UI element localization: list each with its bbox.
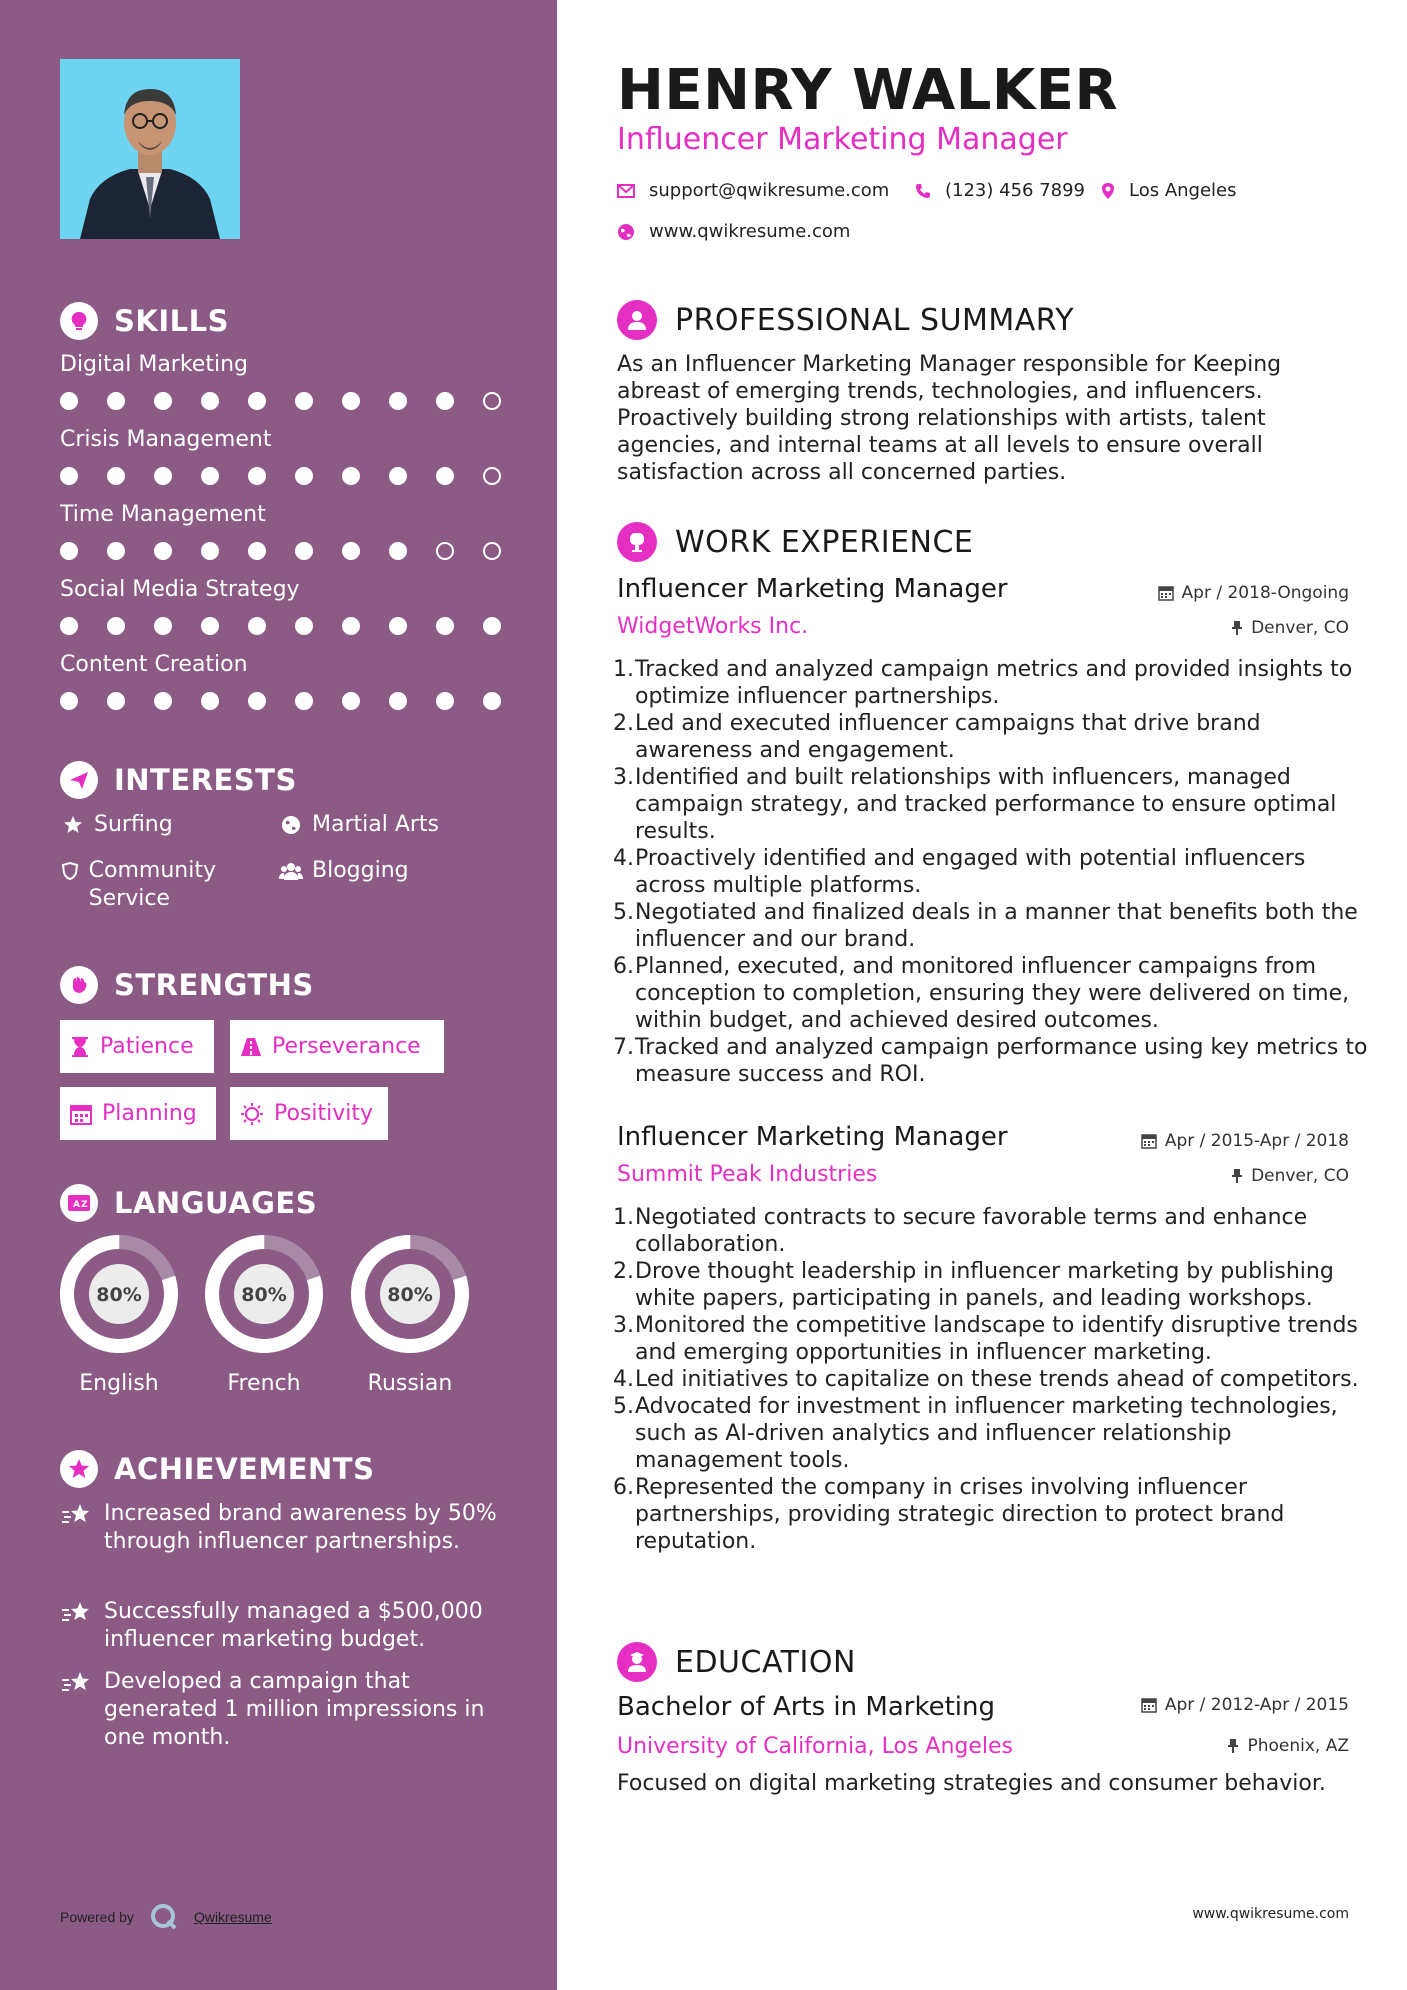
empty-dot xyxy=(436,542,454,560)
language-percent: 80% xyxy=(387,1284,433,1306)
filled-dot xyxy=(342,467,360,485)
interest-item: Martial Arts xyxy=(278,811,439,839)
filled-dot xyxy=(295,467,313,485)
fist-icon xyxy=(60,966,98,1004)
job-dates: Apr / 2015-Apr / 2018 xyxy=(1141,1131,1349,1151)
education-dates: Apr / 2012-Apr / 2015 xyxy=(1141,1695,1349,1715)
globe-icon xyxy=(617,223,635,241)
education-heading: EDUCATION xyxy=(617,1642,856,1682)
filled-dot xyxy=(248,617,266,635)
star-icon xyxy=(60,811,86,839)
pin-icon xyxy=(1231,620,1243,636)
skill-rating xyxy=(60,467,530,485)
achievements-heading: ACHIEVEMENTS xyxy=(60,1450,374,1488)
filled-dot xyxy=(483,692,501,710)
job-title: Influencer Marketing Manager xyxy=(617,1122,1008,1152)
qwikresume-link[interactable]: Qwikresume xyxy=(193,1909,272,1925)
filled-dot xyxy=(107,617,125,635)
filled-dot xyxy=(60,542,78,560)
skills-heading: SKILLS xyxy=(60,302,229,340)
filled-dot xyxy=(342,617,360,635)
map-pin-icon xyxy=(1101,182,1115,200)
achievement-item: Developed a campaign that generated 1 million impressions in one month. xyxy=(60,1668,500,1752)
job-location: Denver, CO xyxy=(1231,1166,1349,1186)
filled-dot xyxy=(154,542,172,560)
language-item xyxy=(203,1233,325,1396)
filled-dot xyxy=(295,392,313,410)
education-location: Phoenix, AZ xyxy=(1227,1736,1349,1756)
list-item: 4. Proactively identified and engaged with potential influencers across multiple platforms. xyxy=(613,846,1306,898)
filled-dot xyxy=(295,542,313,560)
filled-dot xyxy=(60,617,78,635)
company-name: WidgetWorks Inc. xyxy=(617,614,809,639)
filled-dot xyxy=(389,542,407,560)
language-ring xyxy=(349,1233,471,1355)
language-ring xyxy=(203,1233,325,1355)
filled-dot xyxy=(483,617,501,635)
user-icon xyxy=(617,300,657,340)
job-title: Influencer Marketing Manager xyxy=(617,574,1008,604)
star-badge-icon xyxy=(60,1450,98,1488)
website-contact: www.qwikresume.com xyxy=(617,221,850,242)
candidate-role: Influencer Marketing Manager xyxy=(617,122,1068,157)
skill-name: Social Media Strategy xyxy=(60,577,300,602)
empty-dot xyxy=(483,392,501,410)
education-description: Focused on digital marketing strategies and consumer behavior. xyxy=(617,1771,1326,1796)
interest-item: Community Service xyxy=(60,857,260,913)
shooting-star-icon xyxy=(60,1670,94,1701)
job-location: Denver, CO xyxy=(1231,618,1349,638)
strength-badge: Perseverance xyxy=(230,1020,444,1073)
skill-rating xyxy=(60,392,530,410)
summary-heading: PROFESSIONAL SUMMARY xyxy=(617,300,1074,340)
strength-badge: Patience xyxy=(60,1020,214,1073)
school-name: University of California, Los Angeles xyxy=(617,1734,1014,1759)
list-item: 2. Drove thought leadership in influencer marketing by publishing white papers, participating in panels, and leading workshops. xyxy=(613,1259,1334,1311)
language-percent: 80% xyxy=(241,1284,287,1306)
pin-icon xyxy=(1231,1168,1243,1184)
svg-text:A: A xyxy=(73,1200,80,1210)
list-item: 3. Identified and built relationships with influencers, managed campaign strategy, and tracked performance to ensure optimal results. xyxy=(613,765,1337,844)
svg-text:Z: Z xyxy=(81,1200,88,1210)
filled-dot xyxy=(389,617,407,635)
footer-url[interactable]: www.qwikresume.com xyxy=(1192,1906,1349,1922)
job-dates: Apr / 2018-Ongoing xyxy=(1158,583,1349,603)
lightbulb-icon xyxy=(60,302,98,340)
skill-name: Content Creation xyxy=(60,652,248,677)
filled-dot xyxy=(201,617,219,635)
filled-dot xyxy=(436,467,454,485)
paper-plane-icon xyxy=(60,761,98,799)
list-item: 2. Led and executed influencer campaigns that drive brand awareness and engagement. xyxy=(613,711,1261,763)
filled-dot xyxy=(342,542,360,560)
globe-icon xyxy=(278,811,304,839)
calendar-icon xyxy=(1141,1133,1157,1149)
filled-dot xyxy=(201,692,219,710)
list-item: 6. Represented the company in crises involving influencer partnerships, providing strategic direction to protect brand reputation. xyxy=(613,1475,1285,1554)
list-item: 7. Tracked and analyzed campaign performance using key metrics to measure success and ROI. xyxy=(613,1035,1368,1087)
road-icon xyxy=(240,1037,262,1057)
filled-dot xyxy=(389,692,407,710)
strengths-heading: STRENGTHS xyxy=(60,966,314,1004)
filled-dot xyxy=(248,692,266,710)
calendar-icon xyxy=(70,1103,92,1125)
handshake-icon xyxy=(617,522,657,562)
sun-icon xyxy=(240,1102,264,1126)
language-item xyxy=(349,1233,471,1396)
hourglass-icon xyxy=(70,1036,90,1058)
empty-dot xyxy=(483,467,501,485)
profile-photo xyxy=(60,59,240,239)
degree-title: Bachelor of Arts in Marketing xyxy=(617,1692,995,1722)
filled-dot xyxy=(154,392,172,410)
filled-dot xyxy=(154,467,172,485)
sidebar xyxy=(0,0,557,1990)
filled-dot xyxy=(436,617,454,635)
filled-dot xyxy=(342,692,360,710)
achievement-item: Successfully managed a $500,000 influencer marketing budget. xyxy=(60,1598,500,1654)
filled-dot xyxy=(154,692,172,710)
calendar-icon xyxy=(1141,1697,1157,1713)
list-item: 6. Planned, executed, and monitored influencer campaigns from conception to completion, ensuring they were delivered on time, within budget, and achieved desired outcomes. xyxy=(613,954,1350,1033)
filled-dot xyxy=(436,692,454,710)
list-item: 1. Tracked and analyzed campaign metrics and provided insights to optimize influencer partnerships. xyxy=(613,657,1353,709)
list-item: 4. Led initiatives to capitalize on these trends ahead of competitors. xyxy=(613,1367,1359,1392)
skill-name: Time Management xyxy=(60,502,266,527)
email-contact: support@qwikresume.com xyxy=(617,180,889,201)
graduate-icon xyxy=(617,1642,657,1682)
filled-dot xyxy=(107,392,125,410)
job-bullets xyxy=(613,1204,1373,1555)
list-item: 1. Negotiated contracts to secure favorable terms and enhance collaboration. xyxy=(613,1205,1308,1257)
filled-dot xyxy=(342,392,360,410)
filled-dot xyxy=(248,467,266,485)
filled-dot xyxy=(201,392,219,410)
list-item: 3. Monitored the competitive landscape to identify disruptive trends and emerging opportunities in influencer marketing. xyxy=(613,1313,1358,1365)
filled-dot xyxy=(389,467,407,485)
phone-contact: (123) 456 7899 xyxy=(915,180,1085,201)
location-contact: Los Angeles xyxy=(1101,180,1237,201)
shield-icon xyxy=(60,857,81,885)
language-name: Russian xyxy=(367,1371,453,1396)
list-item: 5. Advocated for investment in influencer marketing technologies, such as AI-driven analytics and influencer relationship management tools. xyxy=(613,1394,1338,1473)
filled-dot xyxy=(201,542,219,560)
filled-dot xyxy=(436,392,454,410)
filled-dot xyxy=(60,392,78,410)
filled-dot xyxy=(107,692,125,710)
pin-icon xyxy=(1227,1738,1239,1754)
group-icon xyxy=(278,857,304,885)
interest-item: Blogging xyxy=(278,857,409,885)
filled-dot xyxy=(107,467,125,485)
language-name: French xyxy=(227,1371,301,1396)
strength-badge: Positivity xyxy=(230,1087,388,1140)
language-percent: 80% xyxy=(96,1284,142,1306)
list-item: 5. Negotiated and finalized deals in a manner that benefits both the influencer and our brand. xyxy=(613,900,1358,952)
skill-rating xyxy=(60,692,530,710)
summary-text: As an Influencer Marketing Manager responsible for Keeping abreast of emerging trends, technologies, and influencers. Proactively building strong relationships with artists, talent agencies, and internal teams at all levels to ensure overall satisfaction across all concerned parties. xyxy=(617,352,1282,485)
job-bullets xyxy=(613,656,1373,1088)
skill-rating xyxy=(60,617,530,635)
language-item xyxy=(58,1233,180,1396)
languages-heading: A Z LANGUAGES xyxy=(60,1184,317,1222)
skill-name: Crisis Management xyxy=(60,427,272,452)
interest-item: Surfing xyxy=(60,811,173,839)
filled-dot xyxy=(60,467,78,485)
language-ring xyxy=(58,1233,180,1355)
calendar-icon xyxy=(1158,585,1174,601)
work-heading: WORK EXPERIENCE xyxy=(617,522,973,562)
filled-dot xyxy=(248,542,266,560)
filled-dot xyxy=(60,692,78,710)
skill-name: Digital Marketing xyxy=(60,352,248,377)
main-content xyxy=(557,0,1407,1990)
translate-icon xyxy=(60,1184,98,1222)
candidate-name: HENRY WALKER xyxy=(617,58,1119,123)
filled-dot xyxy=(154,617,172,635)
achievement-item: Increased brand awareness by 50% through influencer partnerships. xyxy=(60,1500,500,1556)
language-name: English xyxy=(79,1371,159,1396)
shooting-star-icon xyxy=(60,1600,94,1631)
qwikresume-logo-icon xyxy=(150,1903,178,1931)
phone-icon xyxy=(915,183,931,199)
filled-dot xyxy=(295,692,313,710)
powered-by: Powered by Qwikresume xyxy=(60,1903,272,1931)
filled-dot xyxy=(201,467,219,485)
interests-heading: INTERESTS xyxy=(60,761,297,799)
skill-rating xyxy=(60,542,530,560)
filled-dot xyxy=(107,542,125,560)
strength-badge: Planning xyxy=(60,1087,216,1140)
filled-dot xyxy=(389,392,407,410)
filled-dot xyxy=(248,392,266,410)
company-name: Summit Peak Industries xyxy=(617,1162,878,1187)
shooting-star-icon xyxy=(60,1502,94,1533)
empty-dot xyxy=(483,542,501,560)
filled-dot xyxy=(295,617,313,635)
envelope-icon xyxy=(617,184,635,198)
